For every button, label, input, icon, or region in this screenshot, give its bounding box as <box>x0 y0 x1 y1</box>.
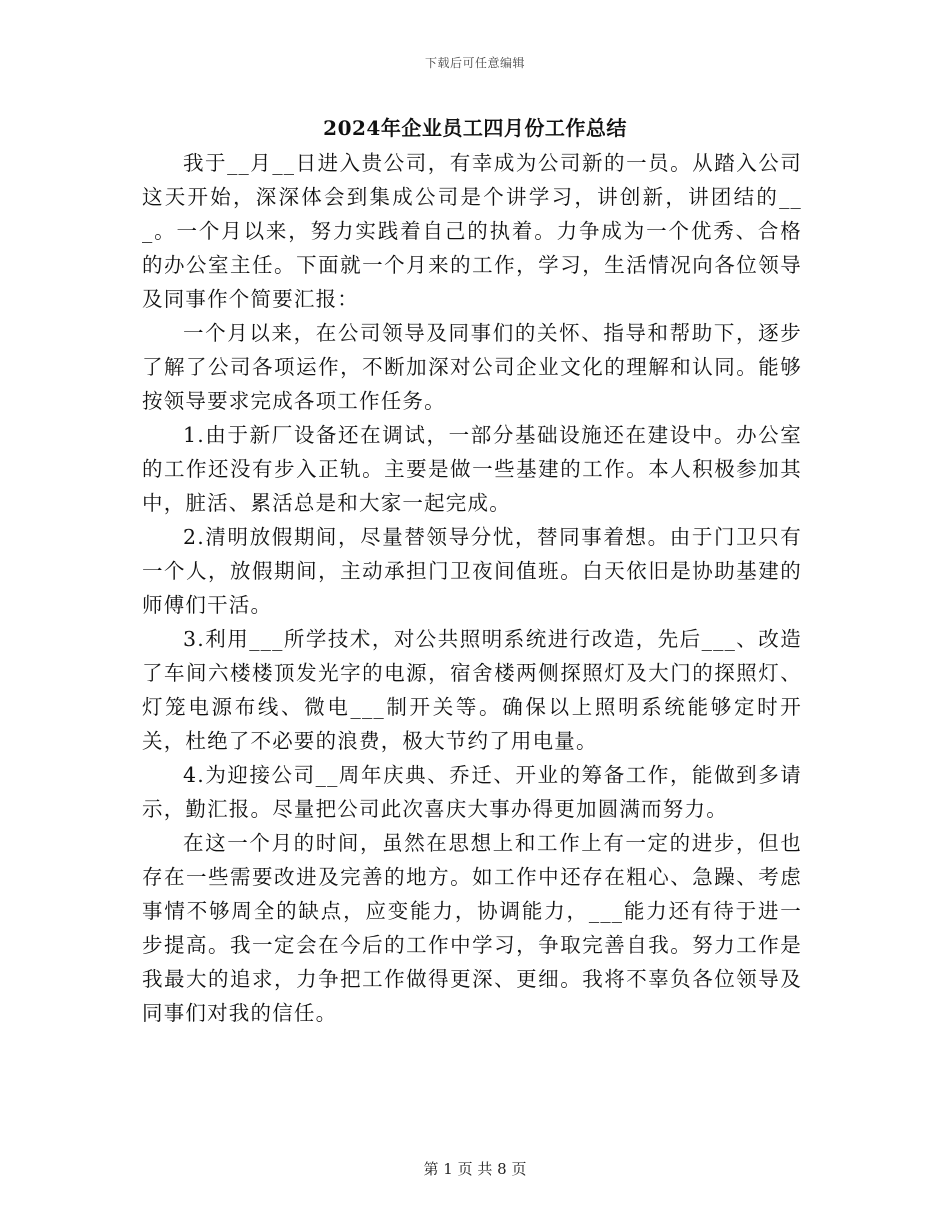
document-body <box>142 146 802 1030</box>
paragraph-item-3: 3.利用___所学技术，对公共照明系统进行改造，先后___、改造了车间六楼楼顶发光字的电源，宿舍楼两侧探照灯及大门的探照灯、灯笼电源布线、微电___制开关等。确保以上照明系统能够定时开关，杜绝了不必要的浪费，极大节约了用电量。 <box>142 627 802 753</box>
paragraph-item-4: 4.为迎接公司__周年庆典、乔迁、开业的筹备工作，能做到多请示，勤汇报。尽量把公司此次喜庆大事办得更加圆满而努力。 <box>142 763 802 821</box>
document-title: 2024年企业员工四月份工作总结 <box>323 116 627 140</box>
paragraph-conclusion: 在这一个月的时间，虽然在思想上和工作上有一定的进步，但也存在一些需要改进及完善的地方。如工作中还存在粗心、急躁、考虑事情不够周全的缺点，应变能力，协调能力，___能力还有待于进一步提高。我一定会在今后的工作中学习，争取完善自我。努力工作是我最大的追求，力争把工作做得更深、更细。我将不辜负各位领导及同事们对我的信任。 <box>142 831 802 1025</box>
download-note: 下载后可任意编辑 <box>424 56 525 70</box>
paragraph-intro: 我于__月__日进入贵公司，有幸成为公司新的一员。从踏入公司这天开始，深深体会到集成公司是个讲学习，讲创新，讲团结的___。一个月以来，努力实践着自己的执着。力争成为一个优秀、合格的办公室主任。下面就一个月来的工作，学习，生活情况向各位领导及同事作个简要汇报： <box>142 151 802 311</box>
paragraph-item-2: 2.清明放假期间，尽量替领导分忧，替同事着想。由于门卫只有一个人，放假期间，主动承担门卫夜间值班。白天依旧是协助基建的师傅们干活。 <box>142 525 802 617</box>
paragraph-overview: 一个月以来，在公司领导及同事们的关怀、指导和帮助下，逐步了解了公司各项运作，不断加深对公司企业文化的理解和认同。能够按领导要求完成各项工作任务。 <box>142 321 802 413</box>
page-number: 第 1 页 共 8 页 <box>423 1160 527 1178</box>
paragraph-item-1: 1.由于新厂设备还在调试，一部分基础设施还在建设中。办公室的工作还没有步入正轨。主要是做一些基建的工作。本人积极参加其中，脏活、累活总是和大家一起完成。 <box>142 423 802 515</box>
